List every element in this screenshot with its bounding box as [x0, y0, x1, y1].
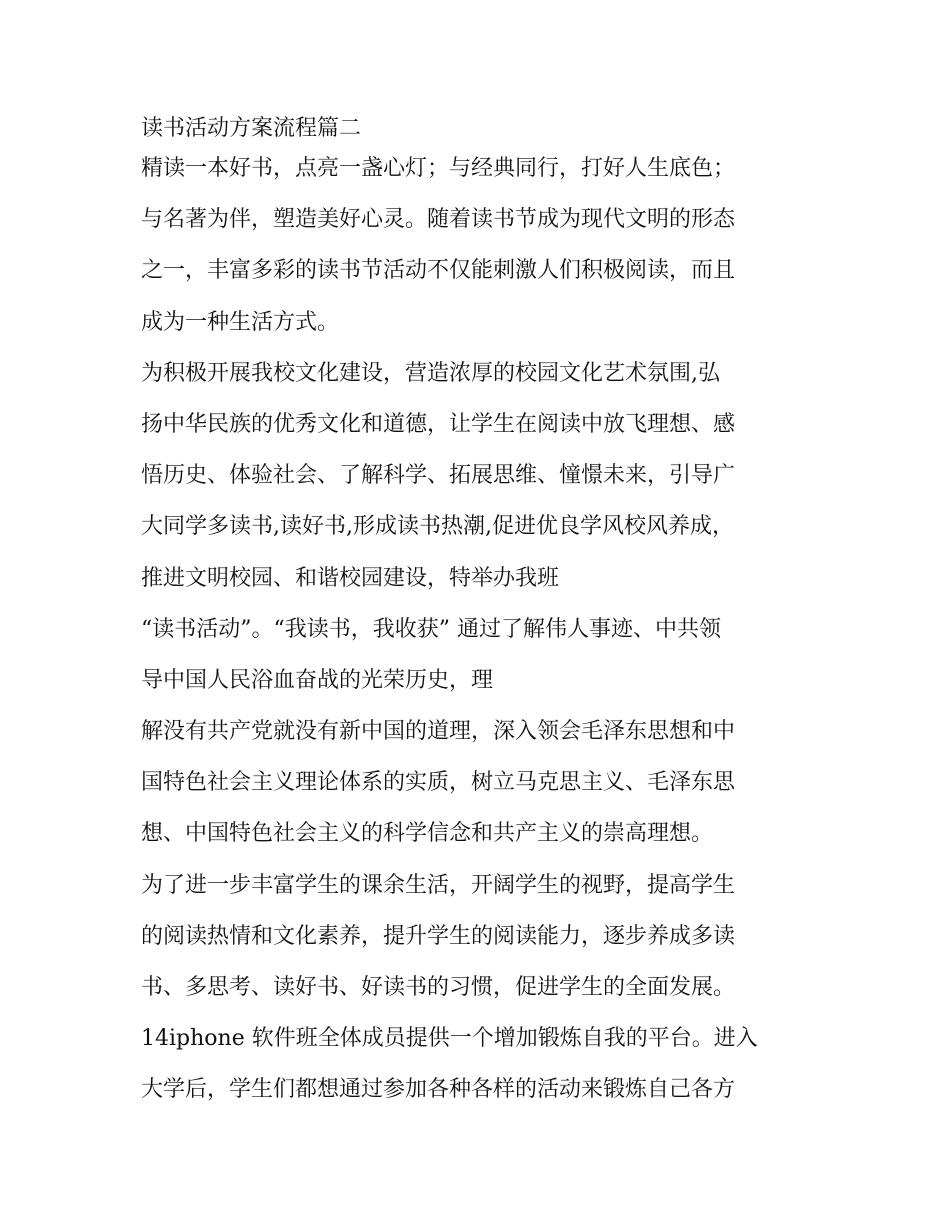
text-line: 扬中华民族的优秀文化和道德，让学生在阅读中放飞理想、感 — [141, 411, 736, 437]
text-line: 导中国人民浴血奋战的光荣历史，理 — [141, 667, 494, 693]
document-body — [141, 110, 821, 1123]
text-line: 书、多思考、读好书、好读书的习惯，促进学生的全面发展。 — [141, 975, 736, 1000]
text-line: 精读一本好书，点亮一盏心灯；与经典同行，打好人生底色； — [141, 156, 736, 181]
text-line: 为了进一步丰富学生的课余生活，开阔学生的视野，提高学生 — [141, 872, 736, 898]
text-line: 悟历史、体验社会、了解科学、拓展思维、憧憬未来，引导广 — [141, 463, 736, 489]
text-line: 想、中国特色社会主义的科学信念和共产主义的崇高理想。 — [141, 821, 714, 847]
text-line: 与名著为伴，塑造美好心灵。随着读书节成为现代文明的形态 — [141, 207, 736, 233]
text-line: 解没有共产党就没有新中国的道理，深入领会毛泽东思想和中 — [141, 719, 736, 745]
text-line: “读书活动”。“我读书，我收获” 通过了解伟人事迹、中共领 — [141, 616, 721, 642]
text-line: 之一，丰富多彩的读书节活动不仅能刺激人们积极阅读，而且 — [141, 258, 736, 284]
text-line: 的阅读热情和文化素养，提升学生的阅读能力，逐步养成多读 — [141, 923, 736, 949]
text-line: 推进文明校园、和谐校园建设，特举办我班 — [141, 565, 560, 591]
text-line: 大同学多读书,读好书,形成读书热潮,促进优良学风校风养成， — [141, 514, 734, 540]
text-line: 成为一种生活方式。 — [141, 309, 340, 335]
document-title: 读书活动方案流程篇二 — [141, 116, 362, 141]
text-line: 为积极开展我校文化建设，营造浓厚的校园文化艺术氛围,弘 — [141, 360, 720, 386]
text-line: 国特色社会主义理论体系的实质，树立马克思主义、毛泽东思 — [141, 770, 736, 796]
text-line: 大学后，学生们都想通过参加各种各样的活动来锻炼自己各方 — [141, 1077, 736, 1103]
text-line: 14iphone 软件班全体成员提供一个增加锻炼自我的平台。进入 — [141, 1026, 758, 1052]
